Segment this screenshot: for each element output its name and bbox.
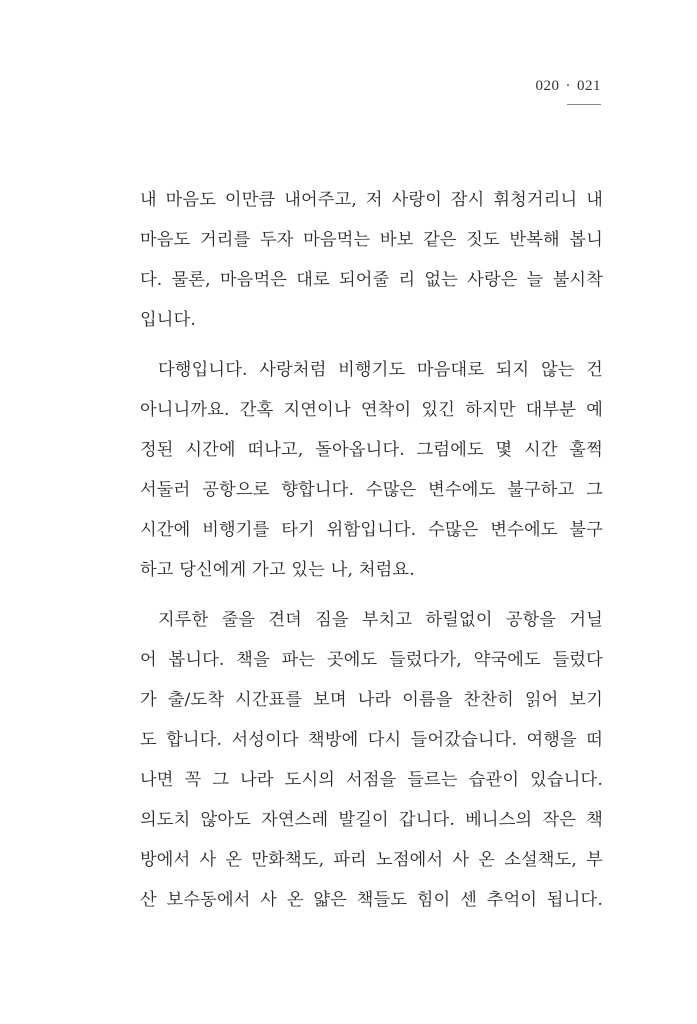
text-line: 나면 꼭 그 나라 도시의 서점을 들르는 습관이 있습니다. <box>140 770 603 790</box>
text-line: 서둘러 공항으로 향합니다. 수많은 변수에도 불구하고 그 <box>140 480 603 500</box>
text-line: 입니다. <box>140 310 197 330</box>
text-line: 시간에 비행기를 타기 위함입니다. 수많은 변수에도 불구 <box>140 520 603 540</box>
page-number-underline <box>567 104 601 105</box>
text-line: 다. 물론, 마음먹은 대로 되어줄 리 없는 사랑은 늘 불시착 <box>140 270 603 290</box>
paragraph-2 <box>140 354 603 594</box>
page-number-left: 020 <box>535 78 560 94</box>
text-line: 하고 당신에게 가고 있는 나, 처럼요. <box>140 560 415 580</box>
text-line: 산 보수동에서 사 온 얇은 책들도 힘이 센 추억이 됩니다. <box>140 890 603 910</box>
text-line: 의도치 않아도 자연스레 발길이 갑니다. 베니스의 작은 책 <box>140 810 603 830</box>
page-number-separator: · <box>565 78 571 94</box>
text-line: 다행입니다. 사랑처럼 비행기도 마음대로 되지 않는 건 <box>158 360 603 380</box>
text-line: 지루한 줄을 견뎌 짐을 부치고 하릴없이 공항을 거닐 <box>158 610 603 630</box>
paragraph-3 <box>140 604 603 924</box>
text-line: 내 마음도 이만큼 내어주고, 저 사랑이 잠시 휘청거리니 내 <box>140 190 603 210</box>
text-line: 방에서 사 온 만화책도, 파리 노점에서 사 온 소설책도, 부 <box>140 850 603 870</box>
text-line: 정된 시간에 떠나고, 돌아옵니다. 그럼에도 몇 시간 훌쩍 <box>140 440 603 460</box>
page-number <box>536 78 602 95</box>
body-text <box>140 184 603 934</box>
text-line: 마음도 거리를 두자 마음먹는 바보 같은 짓도 반복해 봅니 <box>140 230 603 250</box>
text-line: 가 출/도착 시간표를 보며 나라 이름을 찬찬히 읽어 보기 <box>140 690 603 710</box>
text-line: 아니니까요. 간혹 지연이나 연착이 있긴 하지만 대부분 예 <box>140 400 603 420</box>
text-line: 도 합니다. 서성이다 책방에 다시 들어갔습니다. 여행을 떠 <box>140 730 603 750</box>
text-line: 어 봅니다. 책을 파는 곳에도 들렀다가, 약국에도 들렀다 <box>140 650 603 670</box>
page-number-right: 021 <box>577 78 601 94</box>
paragraph-1 <box>140 184 603 344</box>
